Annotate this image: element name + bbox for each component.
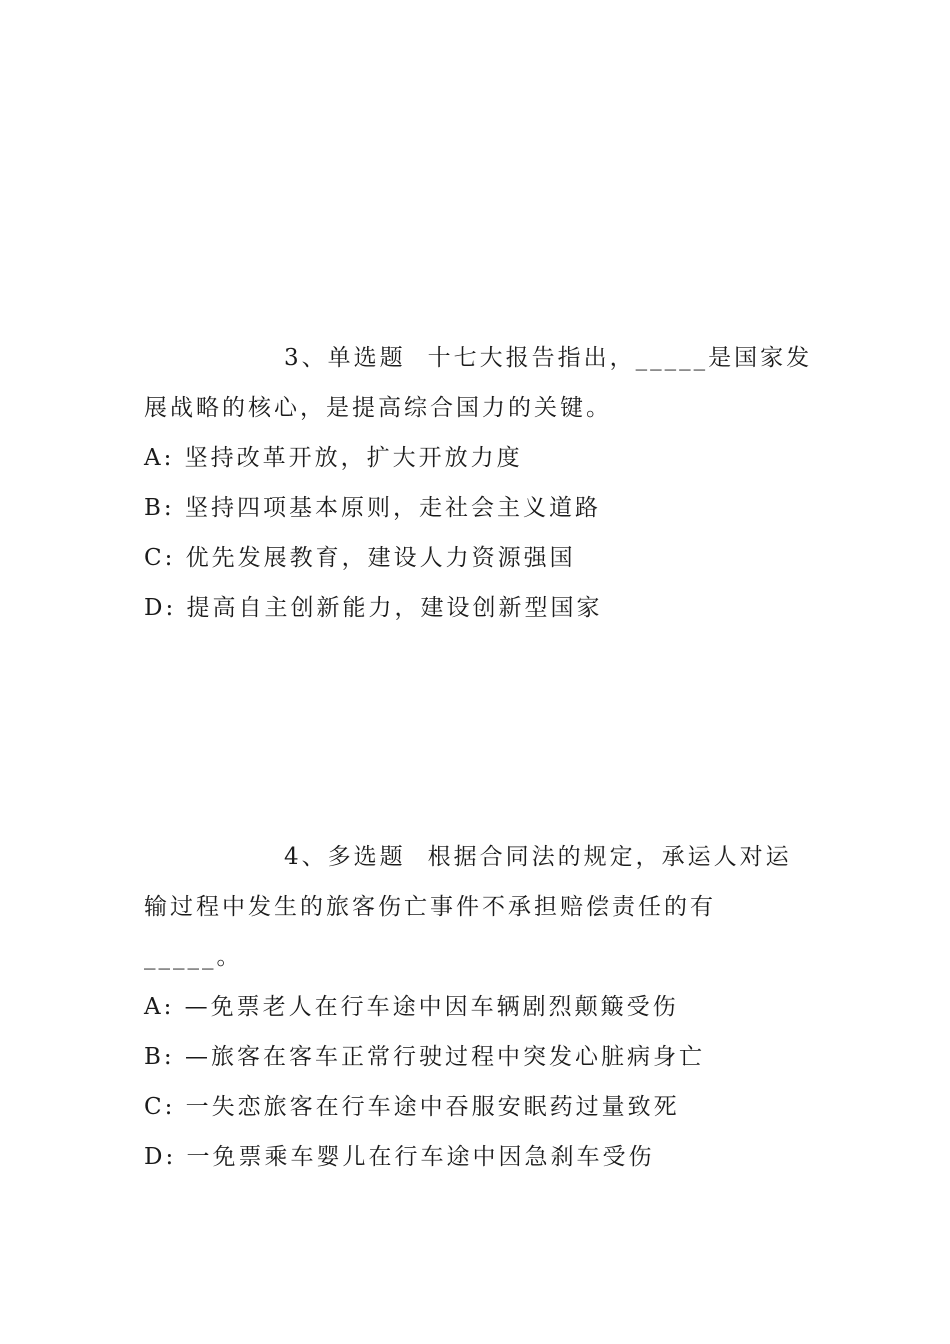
option-c (144, 1082, 814, 1132)
option-text: 坚持四项基本原则，走社会主义道路 (184, 495, 601, 521)
option-d (144, 583, 814, 633)
option-d (144, 1132, 814, 1182)
option-text: —免票老人在行车途中因车辆剧烈颠簸受伤 (184, 994, 679, 1020)
option-text: —旅客在客车正常行驶过程中突发心脏病身亡 (184, 1044, 705, 1070)
option-a (144, 433, 814, 483)
option-text: 坚持改革开放，扩大开放力度 (184, 445, 523, 471)
option-letter: B: (144, 495, 175, 521)
question-text: 十七大报告指出，_____是国家发展战略的核心，是提高综合国力的关键。 (144, 345, 813, 421)
question-number: 3、 (284, 345, 328, 371)
option-c (144, 533, 814, 583)
option-letter: C: (144, 1094, 176, 1120)
option-letter: C: (144, 545, 176, 571)
option-b (144, 483, 814, 533)
question-stem (144, 333, 814, 433)
option-b (144, 1032, 814, 1082)
question-number: 4、 (284, 844, 328, 870)
question-4 (144, 832, 814, 1182)
option-text: 优先发展教育，建设人力资源强国 (185, 545, 576, 571)
option-text: 一免票乘车婴儿在行车途中因急刹车受伤 (186, 1144, 655, 1170)
option-letter: A: (144, 445, 175, 471)
option-text: 一失恋旅客在行车途中吞服安眠药过量致死 (185, 1094, 680, 1120)
question-stem (144, 832, 814, 982)
question-type: 多选题 (327, 844, 406, 870)
option-letter: B: (144, 1044, 175, 1070)
option-a (144, 982, 814, 1032)
question-type: 单选题 (327, 345, 406, 371)
question-text: 根据合同法的规定，承运人对运输过程中发生的旅客伤亡事件不承担赔偿责任的有_____。 (144, 844, 792, 970)
option-letter: D: (144, 595, 177, 621)
option-letter: D: (144, 1144, 177, 1170)
question-3 (144, 333, 814, 633)
option-text: 提高自主创新能力，建设创新型国家 (186, 595, 603, 621)
option-letter: A: (144, 994, 175, 1020)
